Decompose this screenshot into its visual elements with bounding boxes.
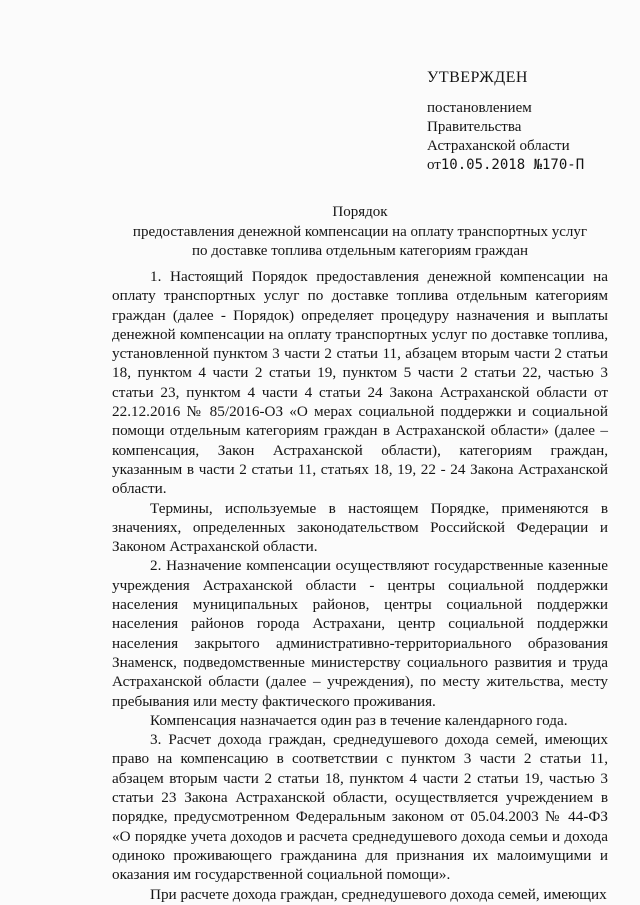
approval-date-number: 10.05.2018 №170-П — [440, 157, 585, 173]
approval-stamp — [427, 68, 584, 175]
approval-line-resolution: постановлением — [427, 100, 532, 116]
approval-line-government: Правительства — [427, 119, 522, 135]
title-main: Порядок — [332, 204, 388, 220]
approval-line-region: Астраханской области — [427, 138, 570, 154]
paragraph-terms: Термины, используемые в настоящем Порядке, применяются в значениях, определенных законодательством Российской Федерации и Законом Астраханской области. — [112, 499, 608, 556]
paragraph-1: 1. Настоящий Порядок предоставления денежной компенсации на оплату транспортных услуг по доставке топлива отдельным категориям граждан (далее - Порядок) определяет процедуру назначения и выплаты денежной компенсации на оплату транспортных услуг по доставке топлива, установленной пунктом 3 части 2 статьи 11, абзацем вторым части 2 статьи 18, пунктом 4 части 2 статьи 19, пунктом 5 части 2 статьи 22, частью 3 статьи 23, пунктом 4 части 4 статьи 24 Закона Астраханской области от 22.12.2016 № 85/2016-ОЗ «О мерах социальной поддержки и социальной помощи отдельным категориям граждан в Астраханской области» (далее – компенсация, Закон Астраханской области), категориям граждан, указанным в части 2 статьи 11, статьях 18, 19, 22 - 24 Закона Астраханской области. — [112, 268, 608, 498]
document-body — [112, 267, 608, 904]
paragraph-continued: При расчете дохода граждан, среднедушевого дохода семей, имеющих — [150, 885, 607, 903]
approval-date-line — [427, 156, 584, 175]
paragraph-frequency: Компенсация назначается один раз в течение календарного года. — [150, 711, 568, 729]
document-title — [80, 203, 640, 261]
title-subtitle-line2: по доставке топлива отдельным категориям граждан — [191, 243, 529, 259]
approval-heading: УТВЕРЖДЕН — [427, 69, 528, 86]
title-subtitle-line1: предоставления денежной компенсации на оплату транспортных услуг — [132, 224, 588, 240]
paragraph-3: 3. Расчет дохода граждан, среднедушевого дохода семей, имеющих право на компенсацию в соответствии с пунктом 3 части 2 статьи 11, абзацем вторым части 2 статьи 18, пунктом 4 части 2 статьи 19, частью 3 статьи 23 Закона Астраханской области, осуществляется учреждением в порядке, предусмотренном Федеральным законом от 05.04.2003 № 44-ФЗ «О порядке учета доходов и расчета среднедушевого дохода семьи и дохода одиноко проживающего гражданина для признания их малоимущими и оказания им государственной социальной помощи». — [112, 731, 608, 884]
approval-date-prefix: от — [427, 157, 441, 173]
paragraph-2: 2. Назначение компенсации осуществляют государственные казенные учреждения Астраханской области - центры социальной поддержки населения муниципальных районов, центры социальной поддержки населения районов города Астрахани, центр социальной поддержки населения закрытого административно-территориального образования Знаменск, подведомственные министерству социального развития и труда Астраханской области (далее – учреждения), по месту жительства, месту пребывания или месту фактического проживания. — [112, 557, 608, 710]
